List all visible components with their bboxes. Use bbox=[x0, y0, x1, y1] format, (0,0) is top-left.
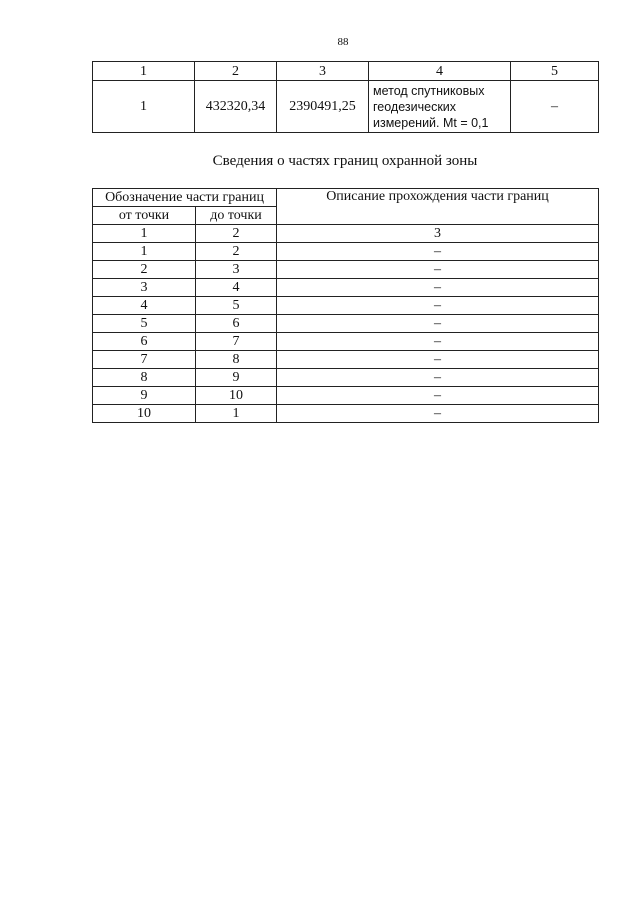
column-5-value: – bbox=[511, 81, 599, 133]
boundary-parts-table bbox=[92, 188, 599, 423]
header-from: от точки bbox=[93, 207, 196, 225]
description: – bbox=[277, 261, 599, 279]
table-row bbox=[93, 81, 599, 133]
description: – bbox=[277, 315, 599, 333]
table-row bbox=[93, 243, 599, 261]
header-cell: 2 bbox=[195, 62, 277, 81]
table-row bbox=[93, 387, 599, 405]
from-point: 5 bbox=[93, 315, 196, 333]
from-point: 4 bbox=[93, 297, 196, 315]
table-header-row bbox=[93, 62, 599, 81]
to-point: 8 bbox=[196, 351, 277, 369]
from-point: 6 bbox=[93, 333, 196, 351]
to-point: 1 bbox=[196, 405, 277, 423]
description: – bbox=[277, 279, 599, 297]
coordinates-table bbox=[92, 61, 599, 133]
table-row bbox=[93, 369, 599, 387]
table-row bbox=[93, 333, 599, 351]
description: 3 bbox=[277, 225, 599, 243]
to-point: 2 bbox=[196, 225, 277, 243]
header-group: Обозначение части границ bbox=[93, 189, 277, 207]
description: – bbox=[277, 351, 599, 369]
from-point: 7 bbox=[93, 351, 196, 369]
description: – bbox=[277, 333, 599, 351]
to-point: 7 bbox=[196, 333, 277, 351]
to-point: 2 bbox=[196, 243, 277, 261]
header-cell: 5 bbox=[511, 62, 599, 81]
to-point: 9 bbox=[196, 369, 277, 387]
to-point: 4 bbox=[196, 279, 277, 297]
from-point: 9 bbox=[93, 387, 196, 405]
description: – bbox=[277, 369, 599, 387]
table-header-row bbox=[93, 189, 599, 207]
table-row bbox=[93, 315, 599, 333]
header-to: до точки bbox=[196, 207, 277, 225]
table-row bbox=[93, 225, 599, 243]
to-point: 5 bbox=[196, 297, 277, 315]
table-row bbox=[93, 351, 599, 369]
to-point: 6 bbox=[196, 315, 277, 333]
header-description: Описание прохождения части границ bbox=[277, 189, 599, 225]
from-point: 1 bbox=[93, 225, 196, 243]
coordinate-x: 432320,34 bbox=[195, 81, 277, 133]
description: – bbox=[277, 297, 599, 315]
description: – bbox=[277, 387, 599, 405]
table-row bbox=[93, 261, 599, 279]
table-row bbox=[93, 405, 599, 423]
from-point: 3 bbox=[93, 279, 196, 297]
from-point: 2 bbox=[93, 261, 196, 279]
method-line: метод спутниковых bbox=[373, 83, 485, 98]
from-point: 8 bbox=[93, 369, 196, 387]
method-line: измерений. Mt = 0,1 bbox=[373, 115, 489, 130]
coordinate-y: 2390491,25 bbox=[277, 81, 369, 133]
table-row bbox=[93, 297, 599, 315]
description: – bbox=[277, 243, 599, 261]
from-point: 1 bbox=[93, 243, 196, 261]
to-point: 3 bbox=[196, 261, 277, 279]
header-cell: 1 bbox=[93, 62, 195, 81]
point-number: 1 bbox=[93, 81, 195, 133]
page-number: 88 bbox=[337, 36, 349, 48]
section-title: Сведения о частях границ охранной зоны bbox=[212, 153, 478, 169]
from-point: 10 bbox=[93, 405, 196, 423]
header-cell: 3 bbox=[277, 62, 369, 81]
method-line: геодезических bbox=[373, 99, 457, 114]
description: – bbox=[277, 405, 599, 423]
header-cell: 4 bbox=[369, 62, 511, 81]
method-description bbox=[369, 81, 511, 133]
to-point: 10 bbox=[196, 387, 277, 405]
table-row bbox=[93, 279, 599, 297]
